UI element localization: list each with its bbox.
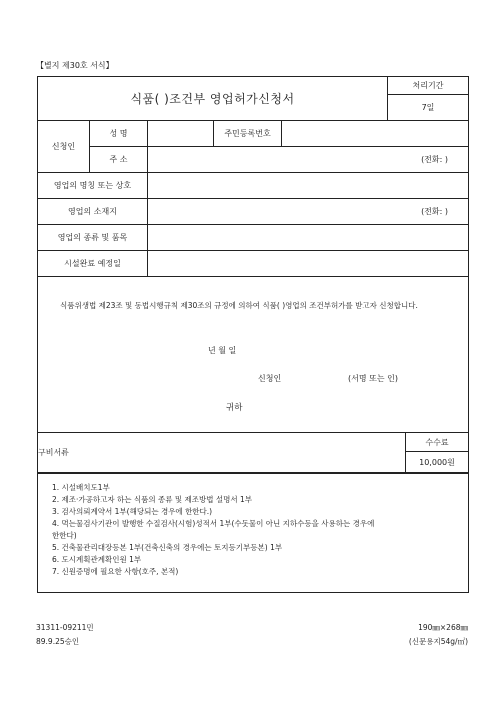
address-label: 주 소 — [90, 147, 148, 172]
processing-period-box — [388, 77, 468, 120]
applicant-section — [38, 121, 468, 173]
document-item: 3. 검사의뢰계약서 1부(해당되는 경우에 한한다.) — [52, 507, 213, 516]
address-field[interactable] — [148, 147, 468, 172]
completion-date-field[interactable] — [148, 251, 468, 276]
document-item: 한한다) — [52, 531, 77, 540]
business-location-row — [38, 199, 468, 225]
documents-label-cell — [38, 433, 406, 472]
recipient-label: 귀하 — [226, 403, 243, 413]
paper-size: 190㎜×268㎜ — [418, 623, 468, 632]
document-item: 7. 신원증명에 필요한 사항(호주, 본적) — [52, 567, 179, 576]
business-name-field[interactable] — [148, 173, 468, 198]
statement-date: 년 월 일 — [208, 346, 237, 355]
documents-header-row — [38, 433, 468, 473]
resident-id-field[interactable] — [282, 121, 468, 146]
title-row — [38, 77, 468, 121]
location-phone-label: (전화: ) — [421, 207, 448, 216]
document-item: 5. 건축물관리대장등본 1부(건축신축의 경우에는 토지등기부등본) 1부 — [52, 543, 283, 552]
completion-date-label: 시설완료 예정일 — [38, 251, 148, 276]
business-name-row — [38, 173, 468, 199]
fee-box — [406, 433, 468, 472]
address-phone-label: (전화: ) — [421, 154, 448, 164]
document-item: 6. 도시계획관계확인원 1부 — [52, 555, 142, 564]
document-item: 2. 제조·가공하고자 하는 식품의 종류 및 제조방법 설명서 1부 — [52, 495, 253, 504]
applicant-sign-label: 신청인 — [258, 374, 282, 383]
documents-list-box — [38, 473, 468, 592]
business-type-field[interactable] — [148, 225, 468, 250]
form-title: 식품( )조건부 영업허가신청서 — [38, 77, 388, 120]
fee-value: 10,000원 — [419, 457, 455, 467]
business-name-label: 영업의 명칭 또는 상호 — [38, 173, 148, 198]
documents-list — [52, 482, 374, 578]
approval-date: 89.9.25승인 — [36, 637, 80, 646]
processing-period-label: 처리기간 — [388, 77, 468, 95]
signature-label: (서명 또는 인) — [348, 374, 398, 383]
application-form — [37, 76, 469, 593]
resident-id-label: 주민등록번호 — [214, 121, 282, 146]
fee-label: 수수료 — [406, 433, 468, 452]
document-item: 1. 시설배치도1부 — [52, 483, 110, 492]
applicant-label: 신청인 — [38, 121, 90, 172]
statement-text: 식품위생법 제23조 및 동법시행규칙 제30조의 규정에 의하여 식품( )영업의 조건부허가를 받고자 신청합니다. — [60, 301, 418, 310]
name-field[interactable] — [148, 121, 214, 146]
business-type-label: 영업의 종류 및 품목 — [38, 225, 148, 250]
form-number-label: 【별지 제30호 서식】 — [36, 61, 114, 70]
form-code: 31311-09211민 — [36, 623, 94, 632]
documents-label: 구비서류 — [38, 448, 69, 457]
paper-type: (신문용지54g/㎡) — [408, 637, 468, 646]
name-label: 성 명 — [90, 121, 148, 146]
statement-section — [38, 277, 468, 433]
business-location-field[interactable] — [148, 199, 468, 224]
business-type-row — [38, 225, 468, 251]
processing-period-value: 7일 — [421, 103, 435, 112]
document-item: 4. 먹는물검사기관이 발행한 수질검사(시험)성적서 1부(수돗물이 아닌 지하수등을 사용하는 경우에 — [52, 519, 375, 528]
completion-date-row — [38, 251, 468, 277]
business-location-label: 영업의 소재지 — [38, 199, 148, 224]
